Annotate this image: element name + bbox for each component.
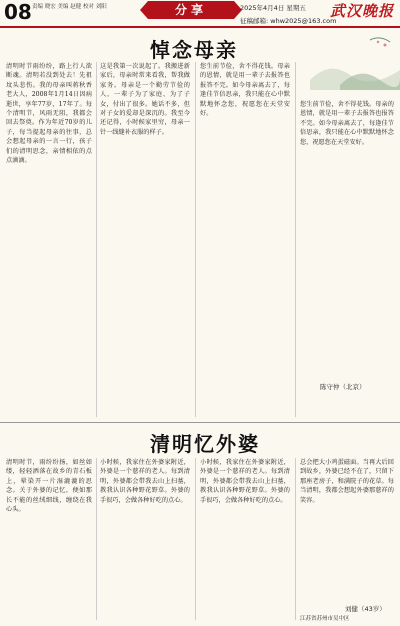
article-column: 总会把大小鸡蛋磁面。当再大后回到故乡，外婆已经不在了，只留下那座老房子，和满院子的花草。每当清明，我都会想起外婆那慈祥的笑容。 — [300, 459, 394, 504]
landscape-illustration — [310, 30, 400, 90]
newspaper-brand: 武汉晚报 — [330, 2, 395, 20]
header-divider — [0, 26, 400, 28]
column-divider — [195, 458, 196, 620]
article-column: 您生前节俭，舍不得花钱。母亲的恩情，就是用一辈子去报答也报答不完。如今母亲离去了，每逢佳节倍思亲，我只能在心中默默地怀念您，祝愿您在天堂安好。 — [200, 63, 290, 118]
author-location: 江苏省苏州市吴中区 — [300, 616, 350, 622]
issue-date: 2025年4月4日 星期五 — [240, 4, 306, 12]
article-column: 清明时节雨纷纷，路上行人欲断魂。清明若没到处去！先祖坟头悲伤。我的母亲叫蒋秋香老大人，2008年1月14日因病逝世，享年77岁，17年了。每个清明节，风雨无阻，我都会回去祭奠。作为年近70岁的儿子，每当提起母亲的往事，总会想起母亲的一言一行，孩子们的清明思念，亲情相依的点点滴滴。 — [6, 63, 92, 165]
article-column: 清明时节，雨纷纷扬，如丝如缕，轻轻洒落在故乡的青石板上，晕染开一片湿漉漉的思念。关于外婆的记忆，便如那长不能的丝绒细线，缠绕在我心头。 — [6, 459, 92, 514]
page-header — [0, 0, 400, 26]
article-column: 小时候，我家住在外婆家附近，外婆是一个慈祥的老人。每到清明，外婆都会带我去山上扫墓，教我认识各种野花野草。外婆的手很巧，会做各种好吃的点心。 — [100, 459, 190, 504]
article-author: 刘健（43岁） — [345, 605, 386, 613]
column-divider — [295, 62, 296, 417]
section-banner: 分享 — [148, 1, 234, 19]
submission-email: 征稿邮箱: whw2025@163.com — [240, 17, 337, 25]
article-title: 清明忆外婆 — [150, 432, 260, 456]
article-author: 陈守仲（北京） — [320, 383, 366, 391]
column-divider — [295, 458, 296, 620]
page-number: 08 — [4, 0, 32, 24]
editors-line: 责编 晓宏 美编 赵健 校对 刘阳 — [32, 4, 107, 10]
article-column: 小时候，我家住在外婆家附近，外婆是一个慈祥的老人。每到清明，外婆都会带我去山上扫墓，教我认识各种野花野草。外婆的手很巧，会做各种好吃的点心。 — [200, 459, 290, 504]
column-divider — [195, 62, 196, 417]
column-divider — [96, 458, 97, 620]
article-separator — [0, 422, 400, 423]
article-column: 您生前节俭，舍不得花钱。母亲的恩情，就是用一辈子去报答也报答不完。如今母亲离去了，每逢佳节倍思亲，我只能在心中默默地怀念您，祝愿您在天堂安好。 — [300, 101, 394, 146]
article-column: 这是我第一次说起了。我搬进新家后，母亲时常来看我，帮我做家务。母亲是一个勤劳节俭的人，一辈子为了家庭、为了子女，付出了很多。她话不多，但对子女的爱却是深沉的。我至今还记得，小时候家里穷，母亲一针一线缝补衣服的样子。 — [100, 63, 190, 136]
column-divider — [96, 62, 97, 417]
article-title: 悼念母亲 — [150, 38, 238, 62]
